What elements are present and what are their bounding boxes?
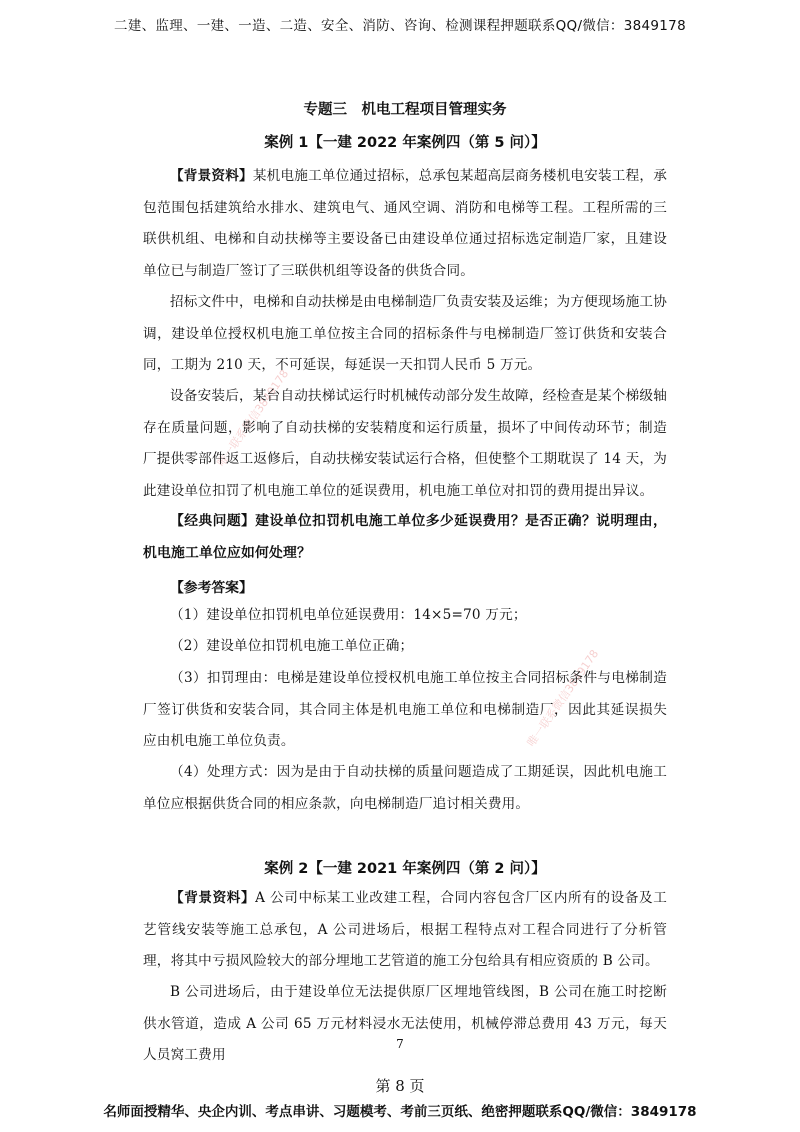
case2-paragraph-2: B 公司进场后，由于建设单位无法提供原厂区埋地管线图，B 公司在施工时挖断供水管道，造成 A 公司 65 万元材料浸水无法使用，机械停滞总费用 43 万元，每天人员窝工费用 — [143, 984, 667, 1063]
page-label: 第 8 页 — [375, 1077, 425, 1095]
case1-title: 案例 1【一建 2022 年案例四（第 5 问）】 — [264, 135, 546, 151]
page-header: 二建、监理、一建、一造、二造、安全、消防、咨询、检测课程押题联系QQ/微信：3849178 — [114, 18, 686, 34]
case1-question: 【经典问题】建设单位扣罚机电施工单位多少延误费用？是否正确？说明理由，机电施工单位应如何处理？ — [143, 513, 667, 561]
page-footer: 名师面授精华、央企内训、考点串讲、习题模考、考前三页纸、绝密押题联系QQ/微信：3849178 — [103, 1104, 697, 1120]
printed-page-number: 7 — [396, 1037, 404, 1051]
case1-paragraph-2: 招标文件中，电梯和自动扶梯是由电梯制造厂负责安装及运维；为方便现场施工协调，建设单位授权机电施工单位按主合同的招标条件与电梯制造厂签订供货和安装合同，工期为 210 天，不可延误，每延误一天扣罚人民币 5 万元。 — [143, 294, 667, 373]
case2-background-label: 【背景资料】 — [170, 890, 256, 906]
section-title: 专题三 机电工程项目管理实务 — [303, 102, 507, 118]
case1-answer-1: （1）建设单位扣罚机电单位延误费用：14×5=70 万元； — [170, 607, 527, 623]
case1-answer-label: 【参考答案】 — [170, 580, 253, 596]
case1-paragraph-3: 设备安装后，某台自动扶梯试运行时机械传动部分发生故障，经检查是某个梯级轴存在质量问题，影响了自动扶梯的安装精度和运行质量，损坏了中间传动环节；制造厂提供零部件返工返修后，自动扶梯安装试运行合格，但使整个工期耽误了 14 天，为此建设单位扣罚了机电施工单位的延误费用，机电施工单位对扣罚的费用提出异议。 — [143, 388, 667, 499]
case1-answer-3: （3）扣罚理由：电梯是建设单位授权机电施工单位按主合同招标条件与电梯制造厂签订供货和安装合同，其合同主体是机电施工单位和电梯制造厂，因此其延误损失应由机电施工单位负责。 — [143, 670, 667, 749]
case2-background — [143, 883, 667, 978]
case1-background — [143, 161, 667, 287]
case2-title: 案例 2【一建 2021 年案例四（第 2 问）】 — [264, 861, 546, 877]
watermark: 唯一联系微信3849178 — [214, 367, 292, 470]
case1-background-label: 【背景资料】 — [170, 168, 253, 184]
case1-answer-2: （2）建设单位扣罚机电施工单位正确； — [170, 638, 414, 654]
case1-background-text: 某机电施工单位通过招标，总承包某超高层商务楼机电安装工程，承包范围包括建筑给水排水、建筑电气、通风空调、消防和电梯等工程。工程所需的三联供机组、电梯和自动扶梯等主要设备已由建设单位通过招标选定制造厂家，且建设单位已与制造厂签订了三联供机组等设备的供货合同。 — [143, 168, 668, 279]
watermark: 唯一联系微信3849178 — [524, 647, 602, 750]
case1-answer-4: （4）处理方式：因为是由于自动扶梯的质量问题造成了工期延误，因此机电施工单位应根据供货合同的相应条款，向电梯制造厂追讨相关费用。 — [143, 764, 667, 812]
case2-background-text: A 公司中标某工业改建工程，合同内容包含厂区内所有的设备及工艺管线安装等施工总承包，A 公司进场后，根据工程特点对工程合同进行了分析管理，将其中亏损风险较大的部分埋地工艺管道的施工分包给具有相应资质的 B 公司。 — [143, 890, 667, 969]
